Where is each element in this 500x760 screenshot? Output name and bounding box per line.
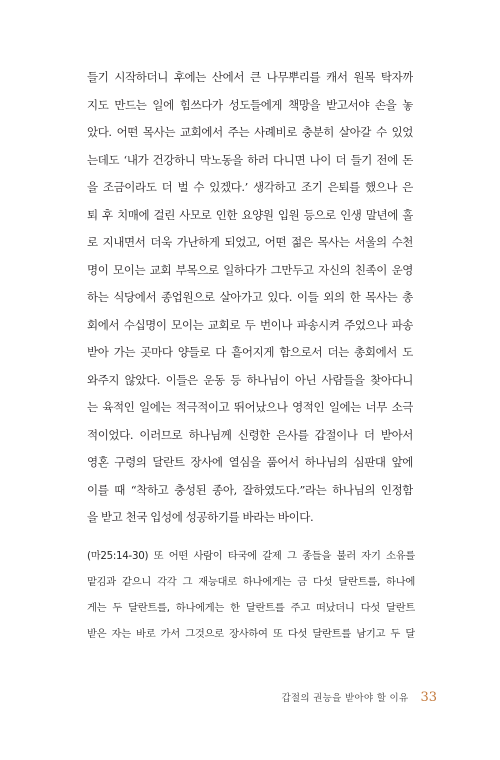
body-line: 들기 시작하더니 후에는 산에서 큰 나무뿌리를 캐서 원목 탁자까 — [87, 70, 413, 84]
page-footer — [281, 688, 437, 706]
body-line: 지도 만드는 일에 힘쓰다가 성도들에게 책망을 받고서야 손을 놓 — [87, 97, 413, 112]
body-paragraph — [87, 64, 413, 532]
body-line: 는데도 ‘내가 건강하니 막노동을 하러 다니면 나이 더 들기 전에 돈 — [87, 152, 413, 167]
body-line: 하는 식당에서 종업원으로 살아가고 있다. 이들 외의 한 목사는 총 — [87, 290, 413, 304]
quote-line: (마25:14-30) 또 어떤 사람이 타국에 갈제 그 종들을 불러 자기 소유를 — [87, 550, 415, 562]
quote-line: 맡김과 같으니 각각 그 재능대로 하나에게는 금 다섯 달란트를, 하나에 — [87, 576, 415, 588]
body-line: 회에서 수십명이 모이는 교회로 두 번이나 파송시켜 주었으나 파송 — [87, 317, 413, 332]
body-line: 영혼 구령의 달란트 장사에 열심을 품어서 하나님의 심판대 앞에 — [87, 455, 413, 469]
body-line: 을 받고 천국 입성에 성공하기를 바라는 바이다. — [87, 510, 314, 524]
body-line: 이를 때 “착하고 충성된 종아, 잘하였도다.”라는 하나님의 인정함 — [87, 482, 413, 497]
running-title: 갑절의 권능을 받아야 할 이유 — [281, 693, 409, 704]
body-line: 퇴 후 치매에 걸린 사모로 인한 요양원 입원 등으로 인생 말년에 홀 — [87, 207, 413, 222]
body-line: 명이 모이는 교회 부목으로 일하다가 그만두고 자신의 친족이 운영 — [87, 262, 413, 277]
body-line: 는 육적인 일에는 적극적이고 뛰어났으나 영적인 일에는 너무 소극 — [87, 400, 413, 414]
quote-line: 게는 두 달란트를, 하나에게는 한 달란트를 주고 떠났더니 다섯 달란트 — [87, 602, 415, 614]
body-line: 았다. 어떤 목사는 교회에서 주는 사례비로 충분히 살아갈 수 있었 — [87, 125, 413, 139]
body-line: 로 지내면서 더욱 가난하게 되었고, 어떤 젊은 목사는 서울의 수천 — [87, 235, 413, 249]
body-line: 을 조금이라도 더 벌 수 있겠다.’ 생각하고 조기 은퇴를 했으나 은 — [87, 180, 413, 194]
body-line: 적이었다. 이러므로 하나님께 신령한 은사를 갑절이나 더 받아서 — [87, 427, 413, 442]
body-line: 받아 가는 곳마다 양들로 다 흩어지게 함으로서 더는 총회에서 도 — [87, 345, 413, 359]
quote-line: 받은 자는 바로 가서 그것으로 장사하여 또 다섯 달란트를 남기고 두 달 — [87, 628, 415, 640]
body-line: 와주지 않았다. 이들은 운동 등 하나님이 아닌 사람들을 찾아다니 — [87, 372, 413, 387]
scripture-quote — [87, 543, 415, 647]
page-number: 33 — [420, 689, 437, 705]
